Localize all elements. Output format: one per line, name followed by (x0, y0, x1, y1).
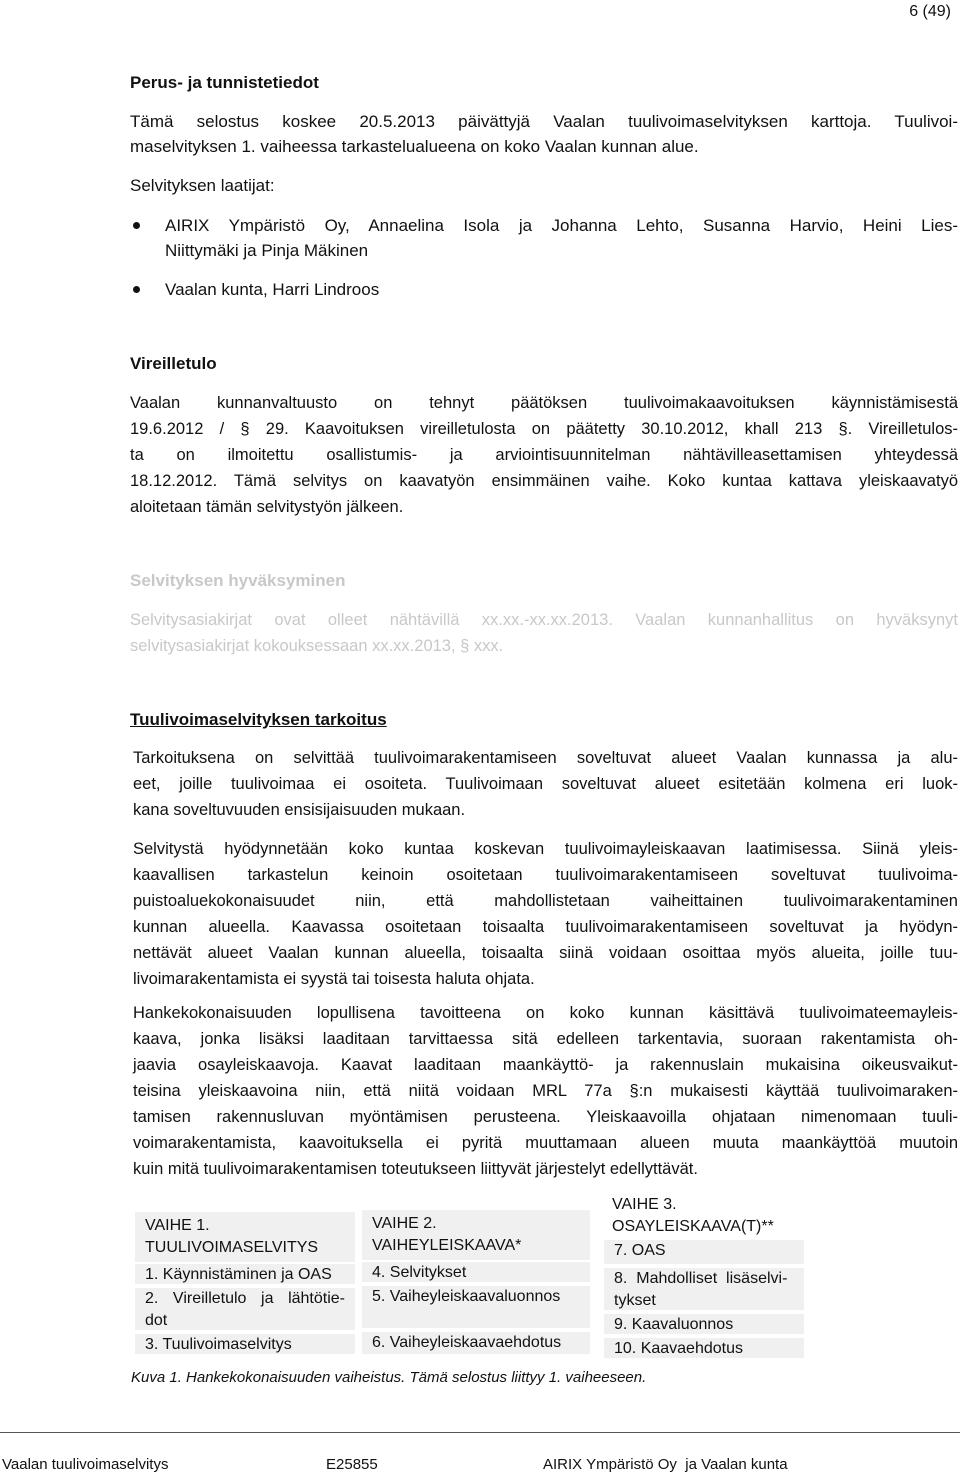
authors-label: Selvityksen laatijat: (130, 176, 275, 195)
phase3-title-line: VAIHE 3. (612, 1196, 677, 1213)
phase3-item-box: 9. Kaavaluonnos (604, 1312, 804, 1334)
text-line: voimarakentamista, kaavoituksella ei pyritä muuttamaan alueen muuta maankäyttöä muutoin (133, 1134, 958, 1152)
purpose-paragraph-3 (133, 1000, 958, 1182)
text-line: Selvitysasiakirjat ovat olleet nähtävillä xx.xx.-xx.xx.2013. Vaalan kunnanhallitus on hyväksynyt (130, 611, 958, 629)
text-line: kana soveltuvuuden ensisijaisuuden mukaan. (133, 801, 466, 819)
phase3-title (612, 1194, 774, 1238)
footer-center: E25855 (326, 1456, 378, 1473)
phase1-item-box: 3. Tuulivoimaselvitys (135, 1332, 355, 1354)
phase3-item-box (604, 1266, 804, 1310)
footer-left: Vaalan tuulivoimaselvitys (2, 1456, 169, 1473)
text-line: nettävät alueet Vaalan kunnan alueella, toisaalta siinä voidaan osoittaa myös alueita, joille tuu- (133, 944, 958, 962)
initiation-paragraph (130, 390, 958, 520)
section-heading-purpose: Tuulivoimaselvityksen tarkoitus (130, 710, 387, 729)
text-line: 19.6.2012 / § 29. Kaavoituksen vireilletulosta on päätetty 30.10.2012, khall 213 §. Vireilletulos- (130, 420, 958, 438)
text-line: livoimarakentamista ei syystä tai toisesta haluta ohjata. (133, 970, 535, 988)
phase3-title-line: OSAYLEISKAAVA(T)** (612, 1218, 774, 1235)
phase2-item-box: 6. Vaiheyleiskaavaehdotus (362, 1330, 590, 1354)
phase1-title-line: VAIHE 1. (145, 1217, 210, 1234)
phase3-item-box: 7. OAS (604, 1240, 804, 1264)
page-number: 6 (49) (909, 3, 951, 20)
text-line: ta on ilmoitettu osallistumis- ja arviointisuunnitelman nähtävilleasettamisen yhteydessä (130, 446, 958, 464)
footer-right: AIRIX Ympäristö Oy ja Vaalan kunta (543, 1456, 788, 1473)
phase1-item-box: 1. Käynnistäminen ja OAS (135, 1262, 355, 1284)
text-line: teisina yleiskaavoina niin, että niitä voidaan MRL 77a §:n mukaisesti käyttää tuulivoimaraken- (133, 1082, 958, 1100)
phase1-title-line: TUULIVOIMASELVITYS (145, 1239, 319, 1256)
text-line: Vaalan kunnanvaltuusto on tehnyt päätöksen tuulivoimakaavoituksen käynnistämisestä (130, 394, 958, 412)
section-heading-initiation: Vireilletulo (130, 354, 217, 373)
text-line: jaavia osayleiskaavoja. Kaavat laaditaan maankäyttö- ja rakennuslain mukaisina oikeusvaikut- (133, 1056, 958, 1074)
text-line: Hankekokonaisuuden lopullisena tavoitteena on koko kunnan käsittävä tuulivoimateemayleis- (133, 1004, 958, 1022)
section-heading-approval: Selvityksen hyväksyminen (130, 571, 346, 590)
intro-line: Tämä selostus koskee 20.5.2013 päivättyjä Vaalan tuulivoimaselvityksen karttoja. Tuulivoi- (130, 112, 958, 131)
purpose-paragraph-1 (133, 745, 958, 823)
phase1-title-box (135, 1212, 355, 1262)
phase1-item-line: 2. Vireilletulo ja lähtötie- (145, 1290, 345, 1307)
purpose-paragraph-2 (133, 836, 958, 992)
section-heading-basic-info: Perus- ja tunnistetiedot (130, 73, 319, 92)
phase3-item-line: tykset (614, 1292, 656, 1309)
text-line: tamisen rakennusluvan myöntämisen perusteena. Yleiskaavoilla ohjataan nimenomaan tuuli- (133, 1108, 958, 1126)
text-line: Selvitystä hyödynnetään koko kuntaa koskevan tuulivoimayleiskaavan laatimisessa. Siinä yleis- (133, 840, 958, 858)
intro-paragraph (130, 109, 958, 159)
author-item-line: AIRIX Ympäristö Oy, Annaelina Isola ja Johanna Lehto, Susanna Harvio, Heini Lies- (165, 216, 958, 235)
text-line: selvitysasiakirjat kokouksessaan xx.xx.2013, § xxx. (130, 637, 504, 655)
author-item-line: Niittymäki ja Pinja Mäkinen (165, 241, 369, 260)
approval-paragraph (130, 607, 958, 659)
footer-divider (0, 1432, 960, 1433)
text-line: puistoaluekokonaisuudet niin, että mahdollistetaan vaiheittainen tuulivoimarakentaminen (133, 892, 958, 910)
text-line: kaavallisen tarkastelun keinoin osoitetaan tuulivoimarakentamiseen soveltuvat tuulivoima- (133, 866, 958, 884)
text-line: kunnan alueella. Kaavassa osoitetaan toisaalta tuulivoimarakentamiseen soveltuvat ja hyödyn- (133, 918, 958, 936)
phase2-title-box (362, 1210, 590, 1260)
figure-caption: Kuva 1. Hankekokonaisuuden vaiheistus. Tämä selostus liittyy 1. vaiheeseen. (131, 1369, 647, 1386)
author-item (165, 213, 958, 263)
phase2-title-line: VAIHEYLEISKAAVA* (372, 1237, 522, 1254)
text-line: eet, joille tuulivoimaa ei osoiteta. Tuulivoimaan soveltuvat alueet esitetään kolmena eri luok- (133, 775, 958, 793)
phase2-title-line: VAIHE 2. (372, 1215, 437, 1232)
phase2-item-box: 5. Vaiheyleiskaavaluonnos (362, 1284, 590, 1328)
intro-line: maselvityksen 1. vaiheessa tarkastelualueena on koko Vaalan kunnan alue. (130, 137, 699, 156)
bullet-icon (133, 286, 140, 293)
author-item: Vaalan kunta, Harri Lindroos (165, 280, 380, 299)
text-line: kuin mitä tuulivoimarakentamisen toteutukseen liittyvät järjestelyt edellyttävät. (133, 1160, 698, 1178)
text-line: aloitetaan tämän selvitystyön jälkeen. (130, 498, 404, 516)
phase1-item-line: dot (145, 1312, 168, 1329)
text-line: kaava, jonka lisäksi laaditaan tarvittaessa sitä edelleen tarkentavia, suoraan rakentamista oh- (133, 1030, 958, 1048)
phase3-item-line: 8. Mahdolliset lisäselvi- (614, 1270, 788, 1287)
phase1-item-box (135, 1286, 355, 1330)
phase3-item-box: 10. Kaavaehdotus (604, 1336, 804, 1358)
phase2-item-box: 4. Selvitykset (362, 1260, 590, 1282)
bullet-icon (133, 222, 140, 229)
text-line: Tarkoituksena on selvittää tuulivoimarakentamiseen soveltuvat alueet Vaalan kunnassa ja alu- (133, 749, 958, 767)
text-line: 18.12.2012. Tämä selvitys on kaavatyön ensimmäinen vaihe. Koko kuntaa kattava yleiskaavatyö (130, 472, 958, 490)
